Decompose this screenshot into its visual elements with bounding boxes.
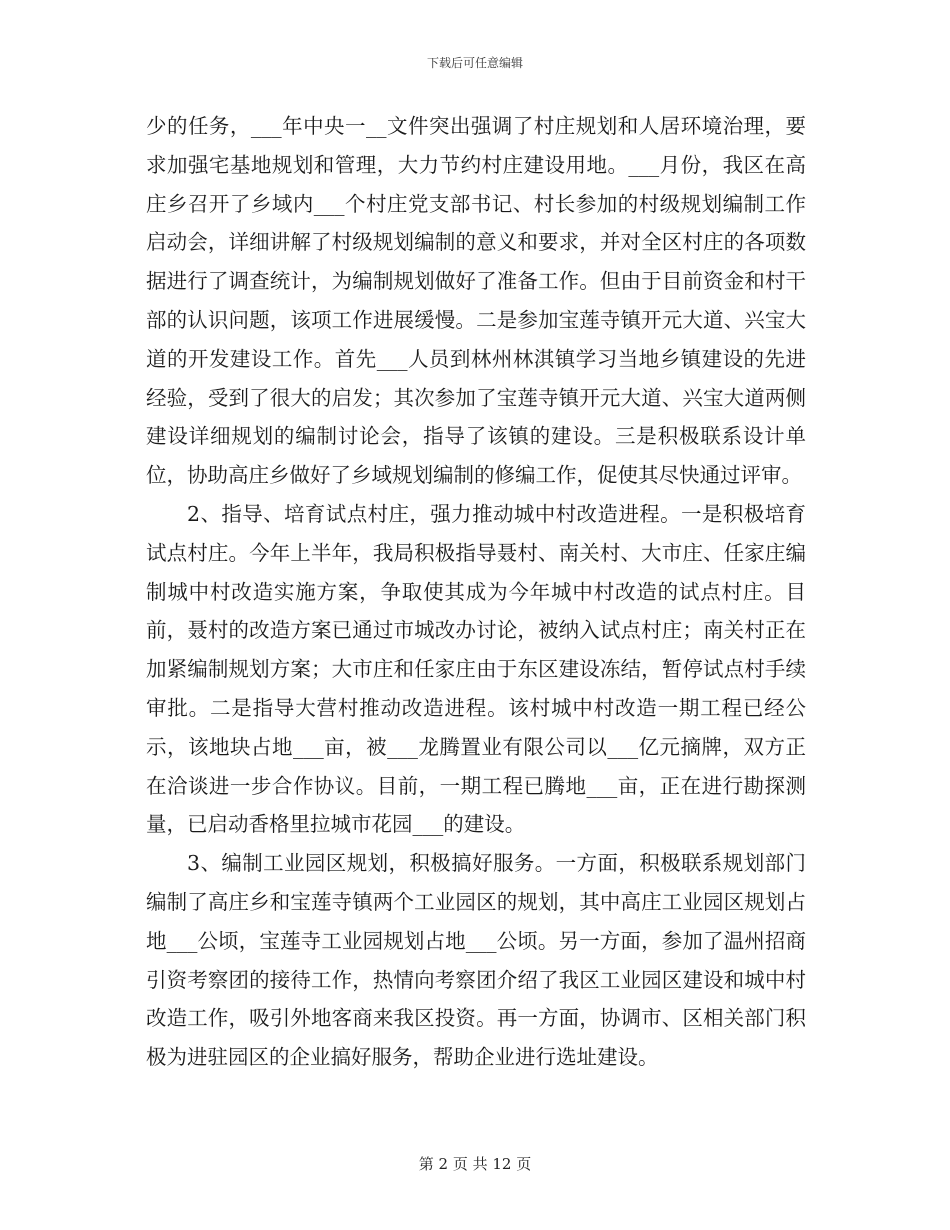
- paragraph-continued: 少的任务，___年中央一__文件突出强调了村庄规划和人居环境治理，要求加强宅基地规划和管理，大力节约村庄建设用地。___月份，我区在高庄乡召开了乡域内___个村庄党支部书记、村长参加的村级规划编制工作启动会，详细讲解了村级规划编制的意义和要求，并对全区村庄的各项数据进行了调查统计，为编制规划做好了准备工作。但由于目前资金和村干部的认识问题，该项工作进展缓慢。二是参加宝莲寺镇开元大道、兴宝大道的开发建设工作。首先___人员到林州林淇镇学习当地乡镇建设的先进经验，受到了很大的启发；其次参加了宝莲寺镇开元大道、兴宝大道两侧建设详细规划的编制讨论会，指导了该镇的建设。三是积极联系设计单位，协助高庄乡做好了乡域规划编制的修编工作，促使其尽快通过评审。: [146, 114, 806, 488]
- paragraph-section-2: 2、指导、培育试点村庄，强力推动城中村改造进程。一是积极培育试点村庄。今年上半年，我局积极指导聂村、南关村、大市庄、任家庄编制城中村改造实施方案，争取使其成为今年城中村改造的试点村庄。目前，聂村的改造方案已通过市城改办讨论，被纳入试点村庄；南关村正在加紧编制规划方案；大市庄和任家庄由于东区建设冻结，暂停试点村手续审批。二是指导大营村推动改造进程。该村城中村改造一期工程已经公示，该地块占地___亩，被___龙腾置业有限公司以___亿元摘牌，双方正在洽谈进一步合作协议。目前，一期工程已腾地___亩，正在进行勘探测量，已启动香格里拉城市花园___的建设。: [146, 501, 806, 837]
- document-body: [146, 107, 806, 1077]
- page-number: 第 2 页 共 12 页: [418, 1155, 532, 1173]
- paragraph-section-3: 3、编制工业园区规划，积极搞好服务。一方面，积极联系规划部门编制了高庄乡和宝莲寺镇两个工业园区的规划，其中高庄工业园区规划占地___公顷，宝莲寺工业园规划占地___公顷。另一方面，参加了温州招商引资考察团的接待工作，热情向考察团介绍了我区工业园区建设和城中村改造工作，吸引外地客商来我区投资。再一方面，协调市、区相关部门积极为进驻园区的企业搞好服务，帮助企业进行选址建设。: [146, 851, 806, 1070]
- header-note: 下载后可任意编辑: [426, 56, 523, 70]
